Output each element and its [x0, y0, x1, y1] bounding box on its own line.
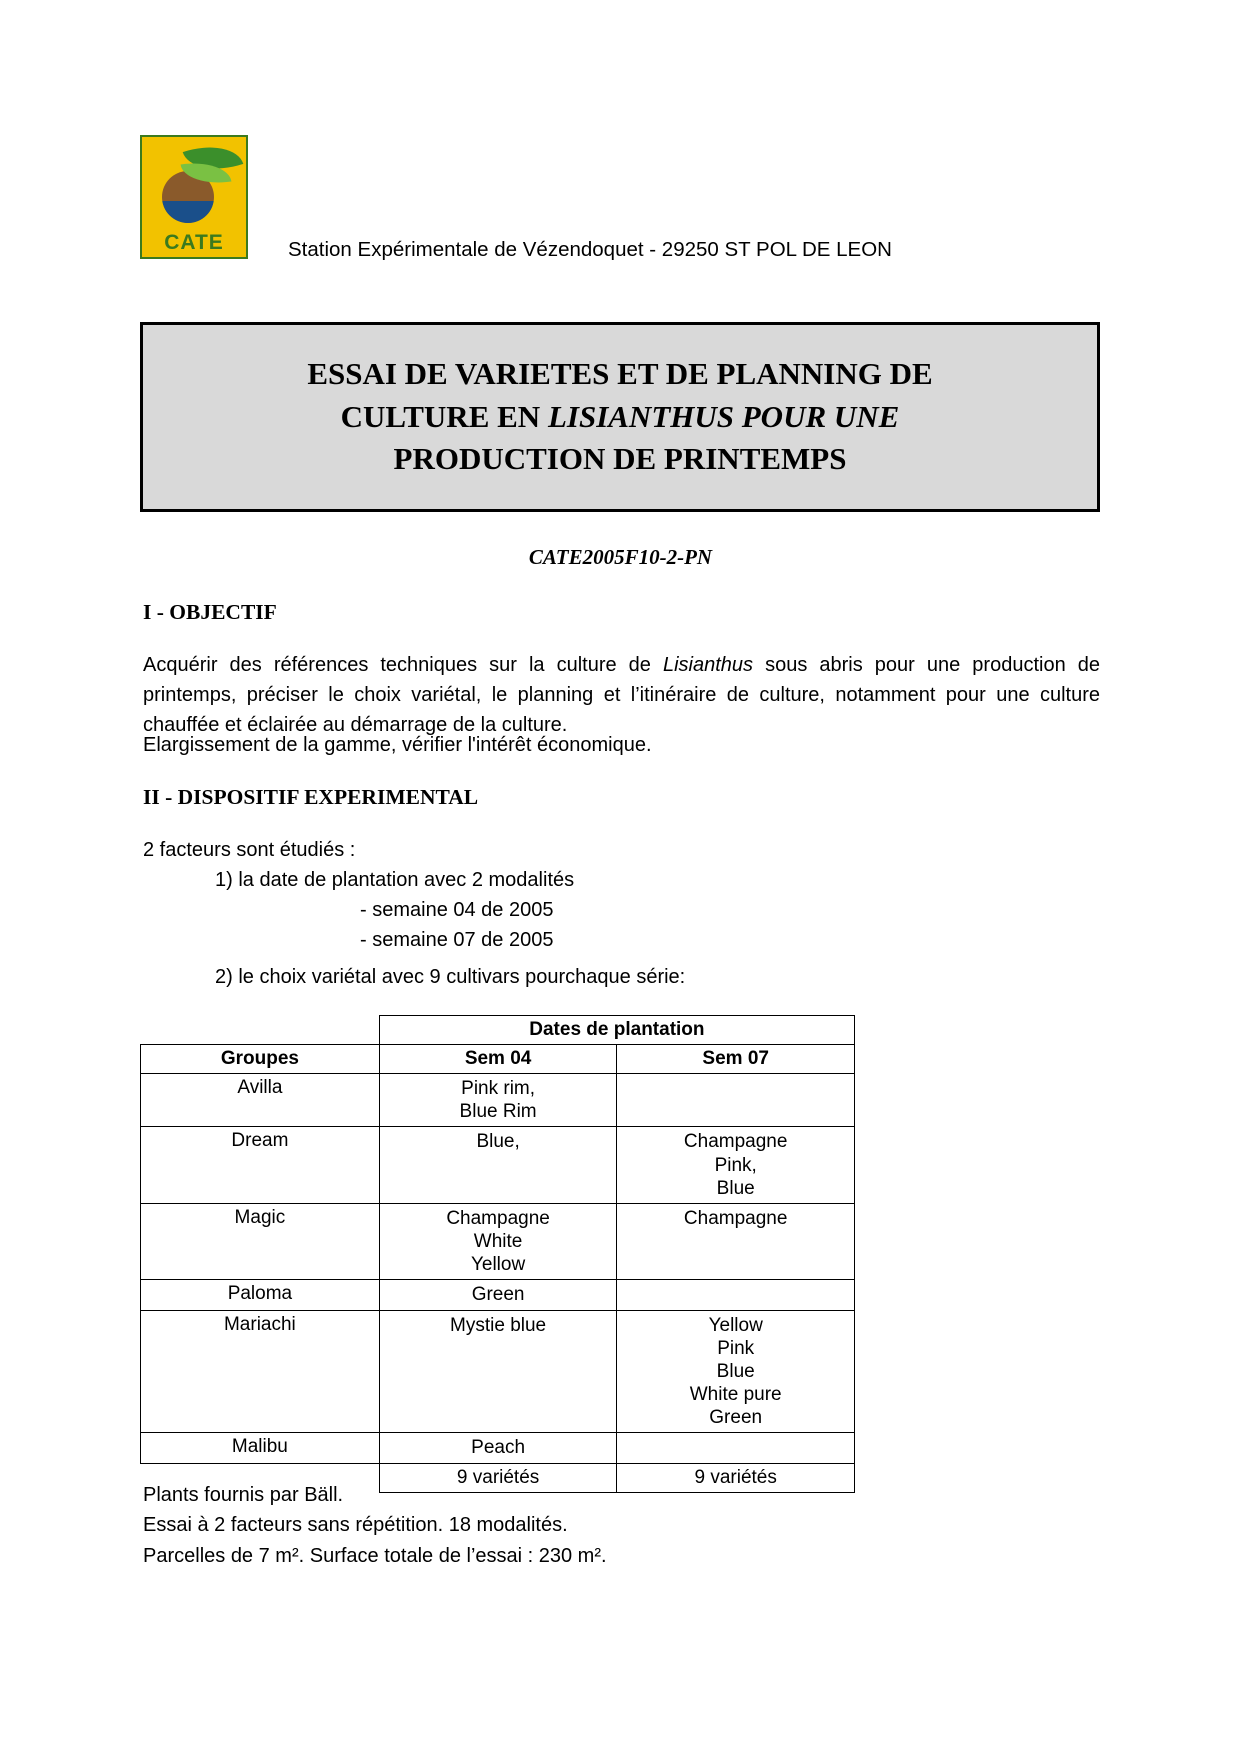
document-title-box: [140, 322, 1100, 512]
document-code: CATE2005F10-2-PN: [528, 545, 713, 569]
objectif-paragraph-2: Elargissement de la gamme, vérifier l'intérêt économique.: [143, 734, 652, 756]
cell-line: White pure: [689, 1384, 782, 1406]
cell-line: Champagne: [683, 1207, 788, 1229]
title-line-3: PRODUCTION DE PRINTEMPS: [393, 441, 847, 477]
note-line-1: Plants fournis par Bäll.: [143, 1484, 344, 1506]
list-item-1-label: 1) la date de plantation avec 2 modalités: [215, 869, 575, 891]
cate-logo: [140, 135, 248, 259]
cell-groupe: Malibu: [141, 1433, 380, 1463]
cell-line: Yellow: [708, 1314, 763, 1336]
objectif-text-italic: Lisianthus: [662, 654, 754, 676]
table-superheader-row: [141, 1016, 855, 1045]
table-row: [141, 1433, 855, 1463]
table-row: [141, 1280, 855, 1310]
cell-sem07: [617, 1074, 855, 1127]
cell-groupe: Dream: [141, 1127, 380, 1204]
cell-line-empty: [621, 1077, 850, 1100]
varieties-table: [140, 1015, 855, 1493]
objectif-text-a: Acquérir des références techniques sur la culture de: [143, 654, 663, 676]
cell-line-empty: [384, 1337, 613, 1360]
list-item-choix-varietal: 2) le choix variétal avec 9 cultivars pourchaque série:: [215, 966, 686, 988]
section-heading-objectif: I - OBJECTIF: [143, 600, 277, 624]
cell-sem07: [617, 1310, 855, 1433]
table-superheader-dates: Dates de plantation: [379, 1016, 854, 1045]
table-header-sem04: Sem 04: [379, 1045, 617, 1074]
cell-sem04: [379, 1310, 617, 1433]
facteurs-intro: 2 facteurs sont étudiés :: [143, 839, 356, 861]
table-header-sem07: Sem 07: [617, 1045, 855, 1074]
cell-line-empty: [621, 1283, 850, 1306]
total-sem04: 9 variétés: [379, 1463, 617, 1492]
cell-sem07: [617, 1433, 855, 1463]
cell-line: Blue,: [476, 1131, 520, 1153]
note-line-2: Essai à 2 facteurs sans répétition. 18 modalités.: [143, 1514, 568, 1537]
table-header-row: [141, 1045, 855, 1074]
objectif-text-b: sous abris pour une production de printemps, préciser le choix variétal, le planning et l’itinéraire de culture, notamment pour une culture chauffée et éclairée au démarrage de la culture.: [143, 654, 1100, 736]
cell-groupe: Mariachi: [141, 1310, 380, 1433]
table-header-groupes: Groupes: [141, 1045, 380, 1074]
cell-line: Yellow: [470, 1254, 526, 1276]
cell-line: Blue: [716, 1360, 755, 1382]
list-item-date-plantation: [215, 865, 574, 955]
list-item-1-sub-1: - semaine 04 de 2005: [360, 899, 554, 921]
cell-line-empty: [384, 1177, 613, 1200]
table-body: [141, 1074, 855, 1493]
title-line-2: [341, 396, 900, 438]
cell-line: White: [473, 1231, 523, 1253]
logo-label: CATE: [164, 231, 224, 254]
table-row: [141, 1074, 855, 1127]
cell-line: Blue: [716, 1177, 755, 1199]
cell-line-empty: [384, 1360, 613, 1383]
cell-groupe: Paloma: [141, 1280, 380, 1310]
objectif-paragraph: [143, 650, 1100, 740]
table-row: [141, 1310, 855, 1433]
table-row: [141, 1203, 855, 1280]
cell-line: Champagne: [683, 1131, 788, 1153]
total-sem07: 9 variétés: [617, 1463, 855, 1492]
cell-groupe: Avilla: [141, 1074, 380, 1127]
cell-line: Mystie blue: [450, 1314, 547, 1336]
cell-line: Blue Rim: [459, 1101, 537, 1123]
section-heading-dispositif: II - DISPOSITIF EXPERIMENTAL: [143, 785, 479, 809]
cell-line: Green: [471, 1284, 525, 1306]
title-line-2-italic: LISIANTHUS POUR UNE: [547, 398, 900, 434]
cell-sem04: [379, 1433, 617, 1463]
note-line-3: Parcelles de 7 m². Surface totale de l’essai : 230 m².: [143, 1544, 607, 1567]
cell-sem04: [379, 1280, 617, 1310]
list-item-1-sub-2: - semaine 07 de 2005: [360, 929, 554, 951]
cell-line: Pink rim,: [461, 1078, 536, 1099]
cell-line: Peach: [471, 1437, 526, 1459]
cell-sem07: [617, 1203, 855, 1280]
cell-sem07: [617, 1127, 855, 1204]
cell-line-empty: [621, 1436, 850, 1459]
document-header: [140, 135, 1100, 275]
table-row: [141, 1127, 855, 1204]
cell-sem04: [379, 1203, 617, 1280]
cell-sem04: [379, 1127, 617, 1204]
cell-line: Champagne: [446, 1207, 550, 1229]
station-address: Station Expérimentale de Vézendoquet - 29250 ST POL DE LEON: [288, 238, 892, 261]
table-empty-corner: [141, 1016, 380, 1045]
cell-line-empty: [384, 1383, 613, 1406]
cell-sem07: [617, 1280, 855, 1310]
title-line-1: ESSAI DE VARIETES ET DE PLANNING DE: [307, 356, 933, 392]
title-line-2-plain: CULTURE EN: [340, 398, 548, 434]
cell-sem04: [379, 1074, 617, 1127]
cell-line: Pink: [717, 1337, 755, 1359]
footer-notes: [143, 1480, 607, 1571]
cell-line-empty: [384, 1406, 613, 1429]
cell-line-empty: [384, 1154, 613, 1177]
cell-line: Pink,: [714, 1154, 757, 1176]
cell-groupe: Magic: [141, 1203, 380, 1280]
cell-line: Green: [709, 1407, 763, 1429]
